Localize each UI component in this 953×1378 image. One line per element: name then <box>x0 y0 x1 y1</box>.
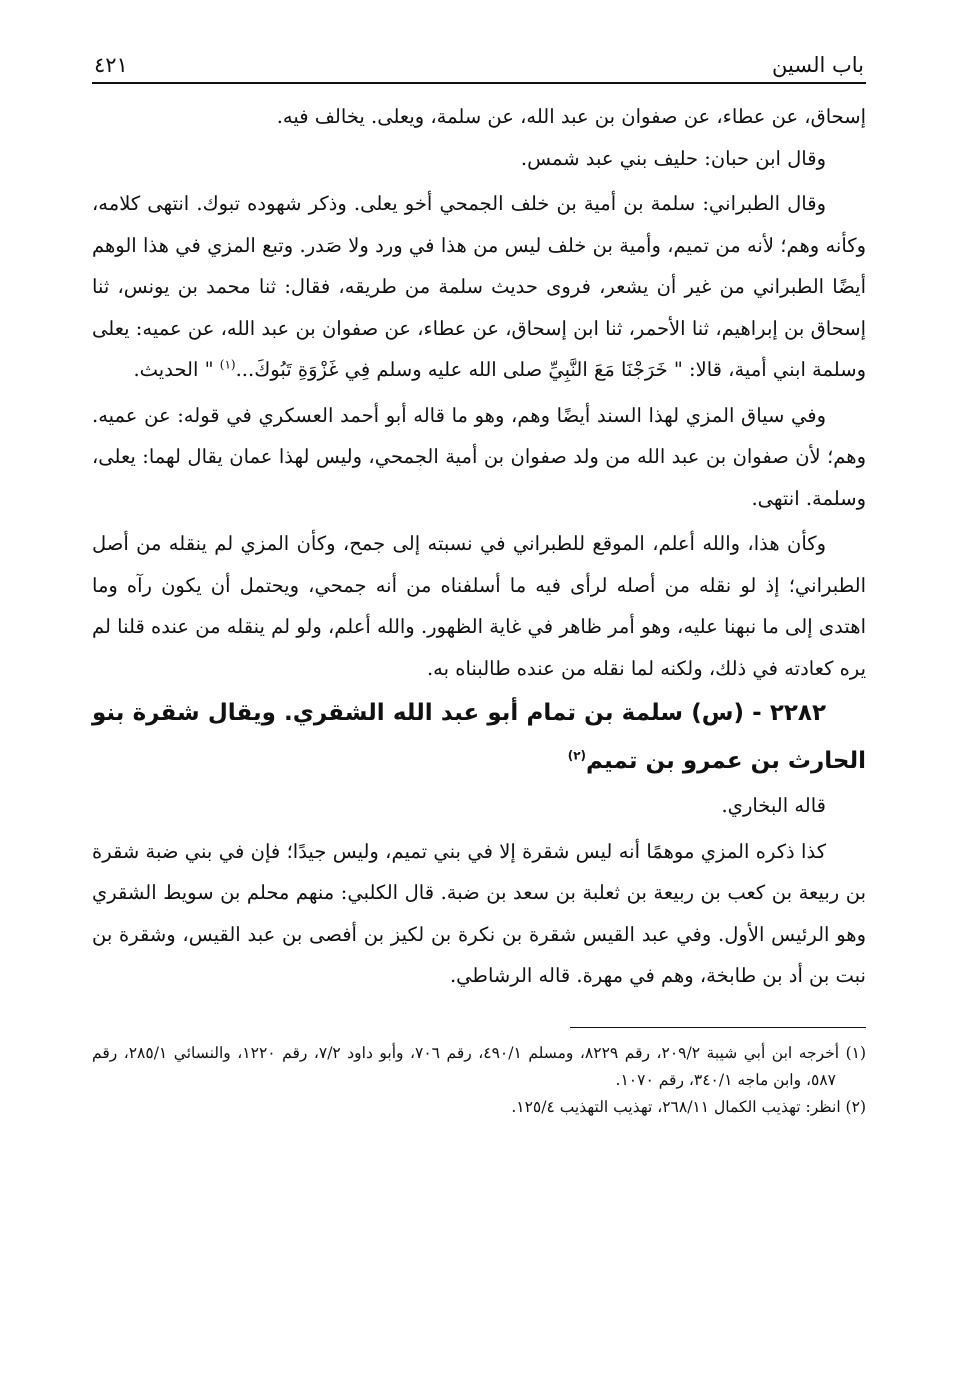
paragraph-4: وفي سياق المزي لهذا السند أيضًا وهم، وهو ما قاله أبو أحمد العسكري في قوله: عن عميه. وهم؛ لأن صفوان بن عبد الله من ولد صفوان بن أمية الجمحي، وليس لهذا عمان يقال لهما: يعلى، وسلمة. انتهى. <box>92 403 866 510</box>
entry-heading <box>92 689 866 785</box>
footnote-1: (١) أخرجه ابن أبي شيبة ٢٠٩/٢، رقم ٨٢٢٩، ومسلم ٤٩٠/١، رقم ٧٠٦، وأبو داود ٧/٢، رقم ١٢٢٠، والنسائي ٢٨٥/١، رقم ٥٨٧، وابن ماجه ٣٤٠/١، رقم ١٠٧٠. <box>92 1043 867 1089</box>
entry-heading-text: ٢٢٨٢ - (س) سلمة بن تمام أبو عبد الله الشقري. ويقال شقرة بنو الحارث بن عمرو بن تميم <box>92 700 866 774</box>
paragraph-2: وقال ابن حبان: حليف بني عبد شمس. <box>520 146 826 170</box>
page-number: ٤٢١ <box>94 53 128 77</box>
footnote-ref-1[interactable]: (١) <box>219 357 236 372</box>
footnote-ref-2[interactable]: (٢) <box>567 748 586 763</box>
footnote-2: (٢) انظر: تهذيب الكمال ٢٦٨/١١، تهذيب التهذيب ١٢٥/٤. <box>511 1097 866 1116</box>
paragraph-3-text: وقال الطبراني: سلمة بن أمية بن خلف الجمحي أخو يعلى. وذكر شهوده تبوك. انتهى كلامه، وكأنه وهم؛ لأنه من تميم، وأمية بن خلف ليس من هذا في ورد ولا صَدر. وتبع المزي في هذا الوهم أيضًا الطبراني من غير أن يشعر، فروى حديث سلمة من طريقه، فقال: ثنا محمد بن يونس، ثنا إسحاق بن إبراهيم، ثنا الأحمر، ثنا ابن إسحاق، عن عطاء، عن صفوان بن عبد الله، عن عميه: يعلى وسلمة ابني أمية، قالا: " خَرَجْنَا مَعَ النَّبِيِّ صلى الله عليه وسلم فِي غَزْوَةِ تَبُوكَ... <box>92 192 866 381</box>
paragraph-3 <box>92 183 866 391</box>
footnotes <box>92 1040 866 1121</box>
running-title: باب السين <box>772 53 864 77</box>
running-header <box>92 36 866 84</box>
paragraph-6: قاله البخاري. <box>721 794 826 817</box>
footnote-divider <box>570 1027 866 1028</box>
paragraph-3-tail: " الحديث. <box>133 358 220 381</box>
paragraph-5: وكأن هذا، والله أعلم، الموقع للطبراني في نسبته إلى جمح، وكأن المزي لم ينقله من أصل الطبراني؛ إذ لو نقله من أصله لرأى فيه ما أسلفناه من أنه جمحي، ويحتمل أن يكون رآه وما اهتدى إلى ما نبهنا عليه، وهو أمر ظاهر في غاية الظهور. والله أعلم، ولو لم ينقله من عنده قلنا لم يره كعادته في ذلك، ولكنه لما نقله من عنده طالبناه به. <box>92 532 866 680</box>
paragraph-7: كذا ذكره المزي موهمًا أنه ليس شقرة إلا في بني تميم، وليس جيدًا؛ فإن في بني ضبة شقرة بن ربيعة بن كعب بن ربيعة بن ثعلبة بن سعد بن ضبة. قال الكلبي: منهم محلم بن سويط الشقري وهو الرئيس الأول. وفي عبد القيس شقرة بن نكرة بن لكيز بن أفصى بن عبد القيس، وشقرة بن نبت بن أد بن طابخة، وهم في مهرة. قاله الرشاطي. <box>92 839 866 987</box>
book-page <box>92 36 866 1121</box>
paragraph-1: إسحاق، عن عطاء، عن صفوان بن عبد الله، عن سلمة، ويعلى. يخالف فيه. <box>276 105 866 128</box>
main-text <box>92 96 866 997</box>
